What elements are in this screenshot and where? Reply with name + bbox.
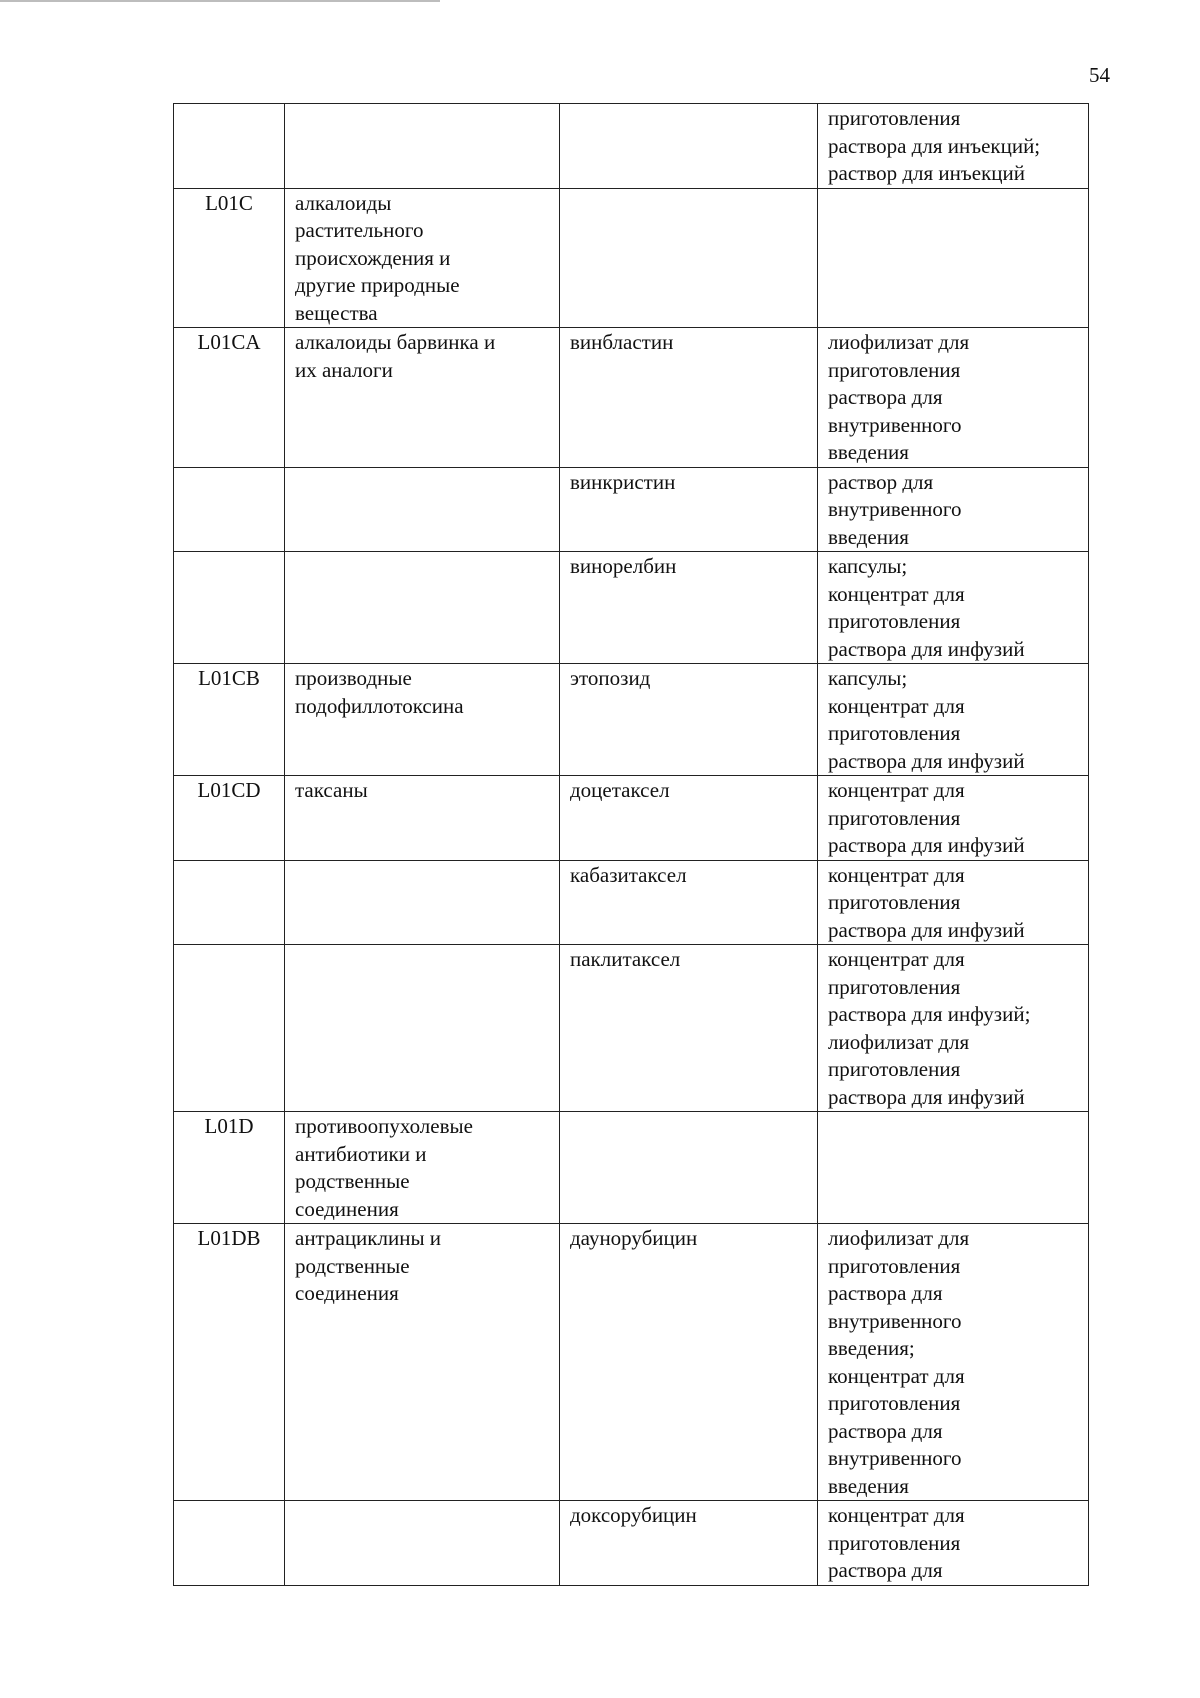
drug-classification-table: [173, 103, 1089, 1586]
group-name-cell: производные подофиллотоксина: [285, 664, 560, 776]
dosage-form-cell: приготовления раствора для инъекций; раствор для инъекций: [818, 104, 1089, 189]
atc-code-cell: L01CA: [174, 328, 285, 468]
dosage-form-cell: капсулы; концентрат для приготовления раствора для инфузий: [818, 664, 1089, 776]
dosage-form-cell: концентрат для приготовления раствора для инфузий: [818, 776, 1089, 861]
drug-name-cell: [560, 1112, 818, 1224]
table-row: [174, 328, 1089, 468]
drug-name-cell: [560, 104, 818, 189]
dosage-form-cell: капсулы; концентрат для приготовления раствора для инфузий: [818, 552, 1089, 664]
drug-name-cell: даунорубицин: [560, 1224, 818, 1501]
group-name-cell: [285, 945, 560, 1112]
table-row: [174, 664, 1089, 776]
page-number: 54: [1089, 63, 1110, 87]
table-row: [174, 552, 1089, 664]
drug-name-cell: винбластин: [560, 328, 818, 468]
group-name-cell: таксаны: [285, 776, 560, 861]
atc-code-cell: [174, 552, 285, 664]
table-row: [174, 188, 1089, 328]
table-row: [174, 104, 1089, 189]
group-name-cell: [285, 552, 560, 664]
drug-name-cell: этопозид: [560, 664, 818, 776]
table-row: [174, 776, 1089, 861]
atc-code-cell: [174, 945, 285, 1112]
dosage-form-cell: концентрат для приготовления раствора для: [818, 1501, 1089, 1586]
dosage-form-cell: концентрат для приготовления раствора для инфузий; лиофилизат для приготовления раствора для инфузий: [818, 945, 1089, 1112]
atc-code-cell: L01CD: [174, 776, 285, 861]
drug-name-cell: винкристин: [560, 467, 818, 552]
dosage-form-cell: [818, 188, 1089, 328]
atc-code-cell: L01DB: [174, 1224, 285, 1501]
atc-code-cell: [174, 860, 285, 945]
atc-code-cell: L01C: [174, 188, 285, 328]
dosage-form-cell: концентрат для приготовления раствора для инфузий: [818, 860, 1089, 945]
drug-name-cell: паклитаксел: [560, 945, 818, 1112]
group-name-cell: алкалоиды растительного происхождения и другие природные вещества: [285, 188, 560, 328]
dosage-form-cell: лиофилизат для приготовления раствора для внутривенного введения; концентрат для приготовления раствора для внутривенного введения: [818, 1224, 1089, 1501]
scan-edge-line: [0, 0, 440, 2]
dosage-form-cell: [818, 1112, 1089, 1224]
table-row: [174, 1224, 1089, 1501]
drug-name-cell: доксорубицин: [560, 1501, 818, 1586]
table-row: [174, 860, 1089, 945]
atc-code-cell: [174, 1501, 285, 1586]
group-name-cell: антрациклины и родственные соединения: [285, 1224, 560, 1501]
atc-code-cell: L01CB: [174, 664, 285, 776]
dosage-form-cell: лиофилизат для приготовления раствора для внутривенного введения: [818, 328, 1089, 468]
group-name-cell: алкалоиды барвинка и их аналоги: [285, 328, 560, 468]
group-name-cell: [285, 1501, 560, 1586]
table-row: [174, 467, 1089, 552]
atc-code-cell: L01D: [174, 1112, 285, 1224]
group-name-cell: противоопухолевые антибиотики и родственные соединения: [285, 1112, 560, 1224]
atc-code-cell: [174, 467, 285, 552]
drug-name-cell: винорелбин: [560, 552, 818, 664]
atc-code-cell: [174, 104, 285, 189]
dosage-form-cell: раствор для внутривенного введения: [818, 467, 1089, 552]
group-name-cell: [285, 467, 560, 552]
drug-name-cell: кабазитаксел: [560, 860, 818, 945]
group-name-cell: [285, 104, 560, 189]
drug-name-cell: [560, 188, 818, 328]
table-row: [174, 945, 1089, 1112]
table-row: [174, 1501, 1089, 1586]
table-row: [174, 1112, 1089, 1224]
group-name-cell: [285, 860, 560, 945]
drug-name-cell: доцетаксел: [560, 776, 818, 861]
